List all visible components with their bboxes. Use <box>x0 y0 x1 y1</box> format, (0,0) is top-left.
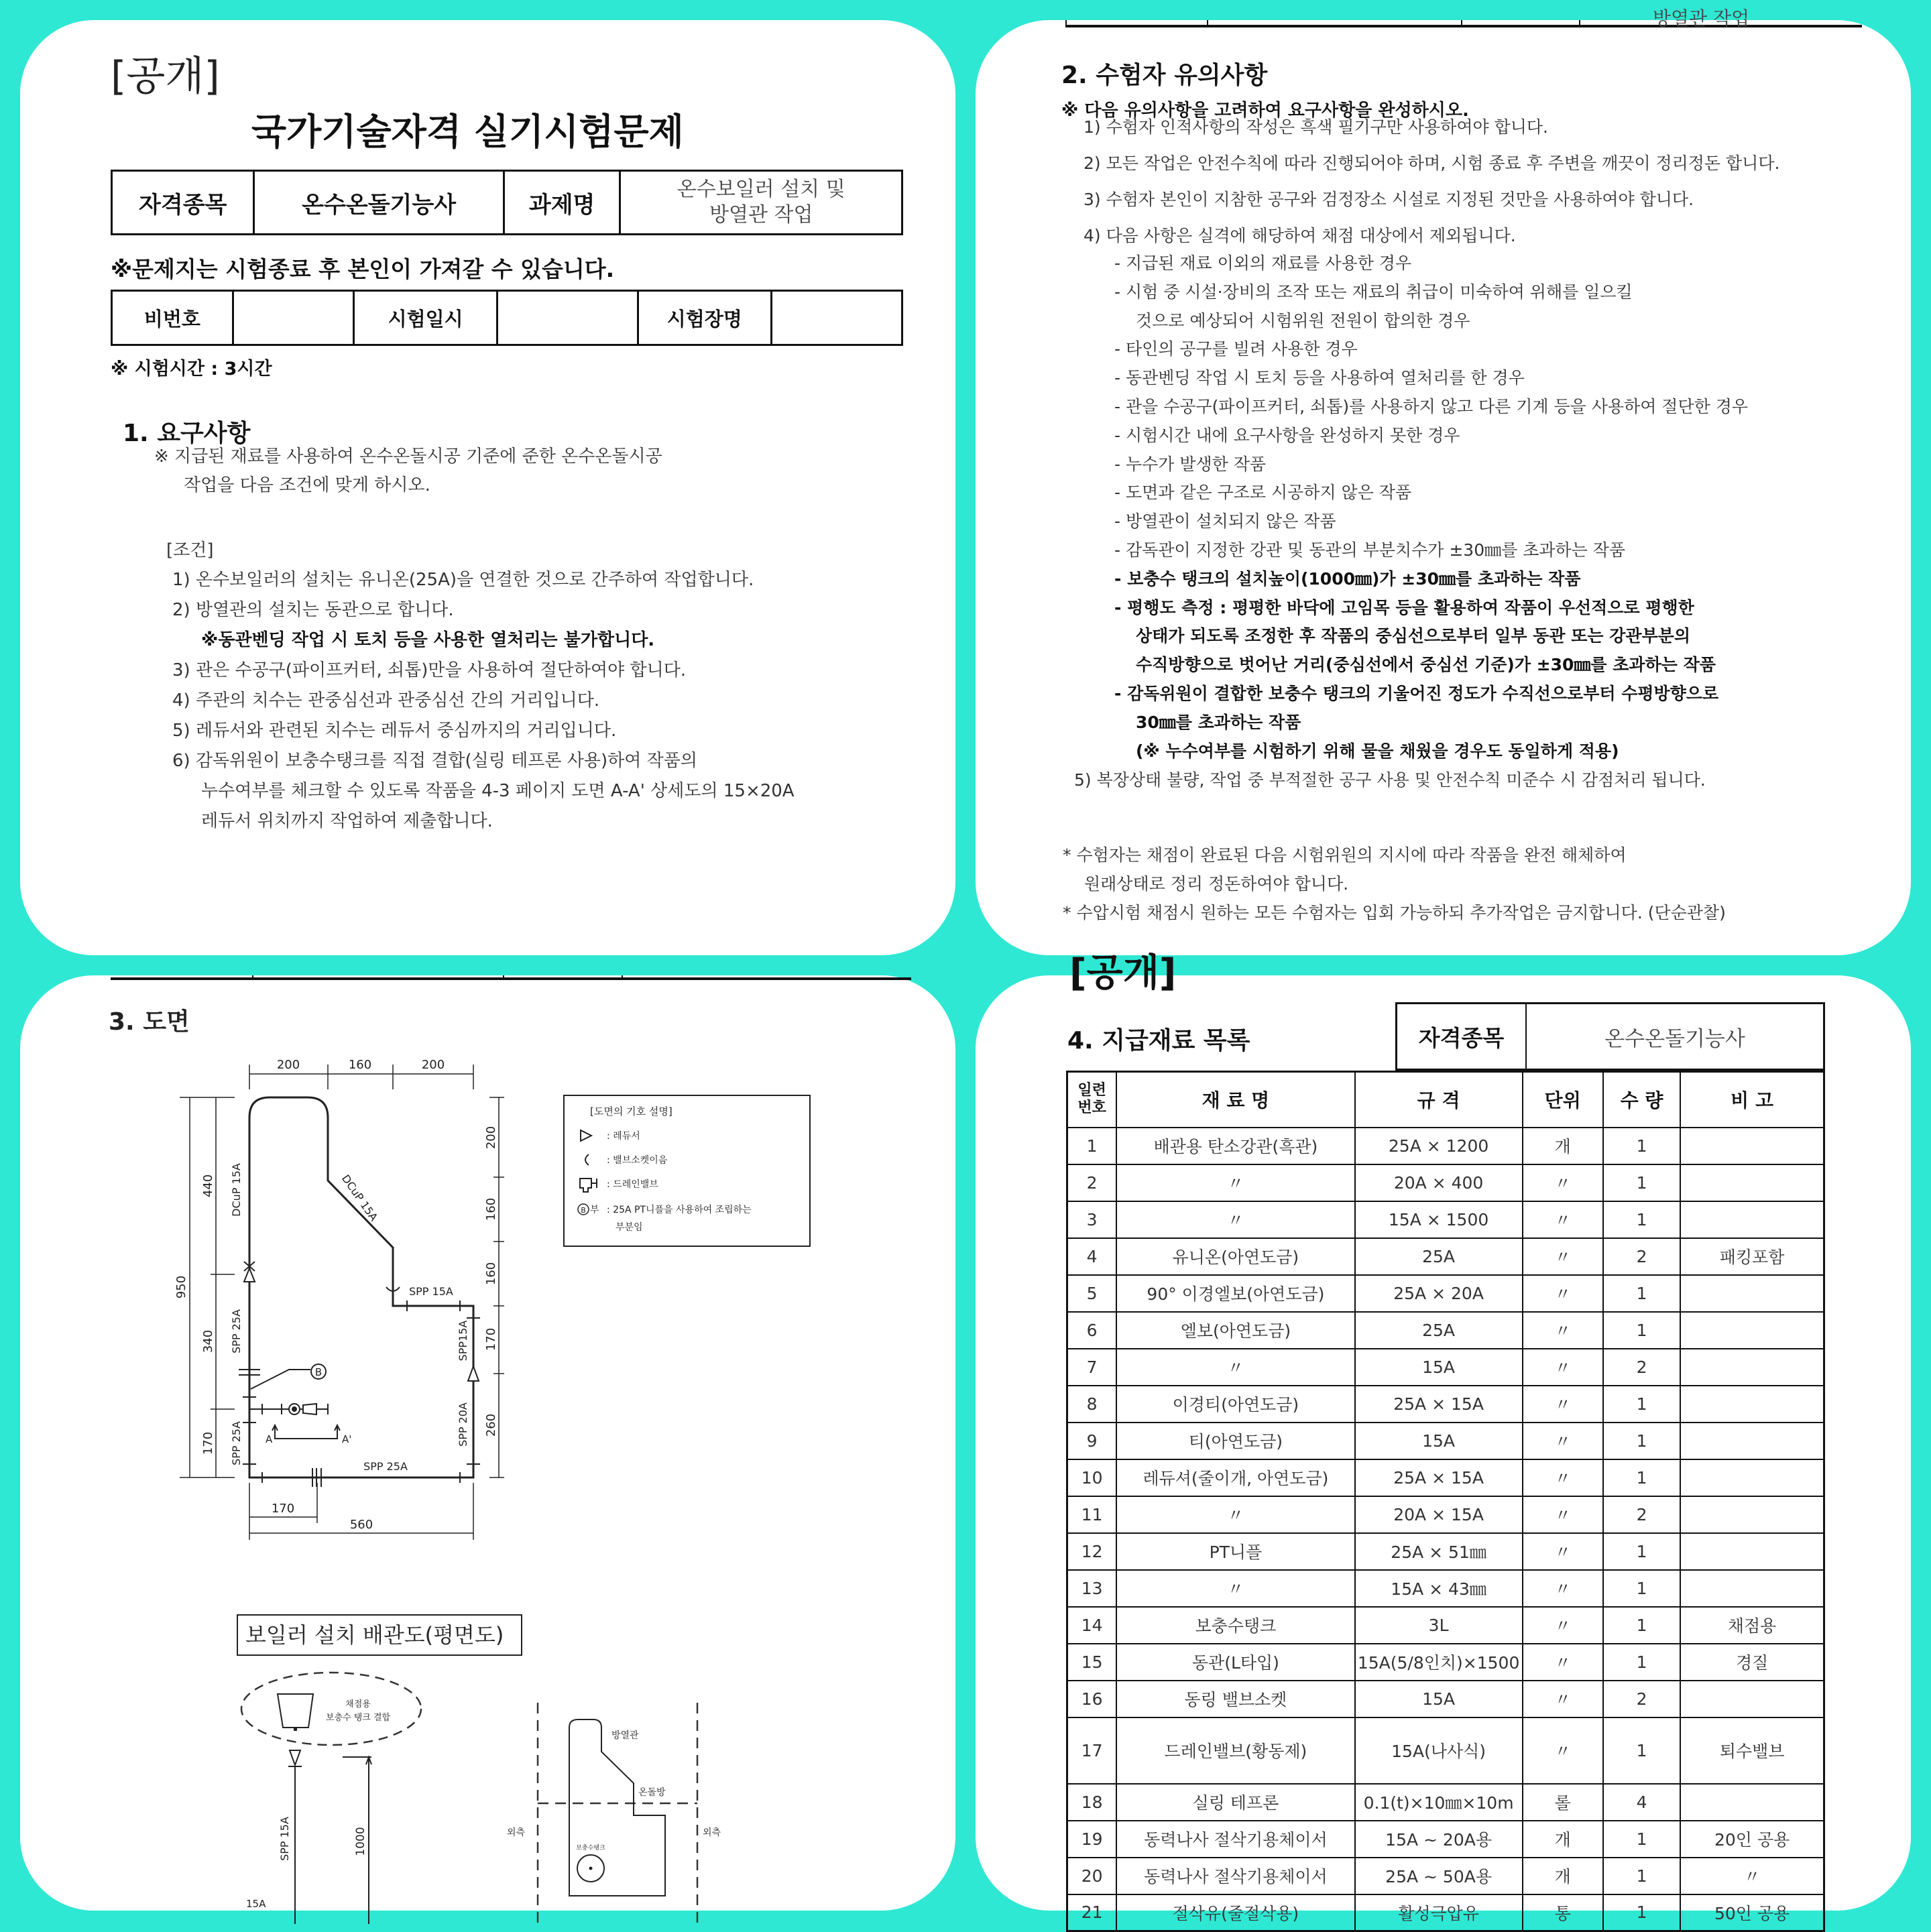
table-cell: 1 <box>1603 1386 1680 1423</box>
tank-note-1: 채점용 <box>345 1699 371 1709</box>
table-cell: 25A <box>1355 1238 1523 1275</box>
table-row <box>1067 1894 1824 1931</box>
table-cell: 2 <box>1603 1681 1680 1717</box>
dim-left-2: 340 <box>201 1329 215 1353</box>
table-cell: 개 <box>1523 1821 1603 1858</box>
disqualification-line: - 방열관이 설치되지 않은 작품 <box>1114 511 1336 532</box>
table-cell: 25A × 15A <box>1355 1459 1523 1496</box>
makeup-tank-icon <box>278 1694 313 1728</box>
legend-title: [도면의 기호 설명] <box>590 1105 672 1118</box>
table-cell: 6 <box>1067 1312 1117 1349</box>
table-cell: 15A × 43㎜ <box>1355 1570 1523 1607</box>
column-header: 비 고 <box>1680 1072 1824 1128</box>
table-cell: 20A × 400 <box>1355 1164 1523 1201</box>
drawing-page <box>20 975 955 1911</box>
table-cell: 1 <box>1603 1128 1680 1164</box>
fitting-ticks <box>239 1301 480 1487</box>
table-cell: 동관(L타입) <box>1116 1644 1354 1681</box>
disqualification-line: - 평행도 측정 : 평평한 바닥에 고임목 등을 활용하여 작품이 우선적으로 평행한 <box>1114 597 1694 617</box>
reducer-icon <box>468 1366 479 1381</box>
table-cell: 1 <box>1603 1607 1680 1644</box>
table-cell: 〃 <box>1523 1533 1603 1570</box>
column-header: 일련 번호 <box>1067 1072 1117 1128</box>
disqualification-line: 30㎜를 초과하는 작품 <box>1136 712 1301 732</box>
candidate-notes-page <box>976 7 1911 955</box>
pipe-label-dcup-diagonal: DCuP 15A <box>339 1172 381 1223</box>
table-cell: 25A ~ 50A용 <box>1355 1858 1523 1894</box>
tank-center <box>589 1867 593 1870</box>
table-edge-divider <box>1579 20 1580 25</box>
table-cell: 레듀셔(줄이개, 아연도금) <box>1116 1459 1354 1496</box>
disqualification-line: - 도면과 같은 구조로 시공하지 않은 작품 <box>1114 483 1412 503</box>
take-home-note: ※문제지는 시험종료 후 본인이 가져갈 수 있습니다. <box>111 256 615 282</box>
intro-line: ※ 지급된 재료를 사용하여 온수온돌시공 기준에 준한 온수온돌시공 <box>154 446 662 467</box>
section-title-requirements: 1. 요구사항 <box>123 420 251 447</box>
table-row <box>1067 1312 1824 1349</box>
qualification-label: 자격종목 <box>1397 1004 1527 1070</box>
table-cell: 15A <box>1355 1423 1523 1459</box>
table-cell: 2 <box>1603 1496 1680 1533</box>
table-cell <box>1680 1423 1824 1459</box>
column-header: 수 량 <box>1603 1072 1680 1128</box>
condition-line: 5) 레듀서와 관련된 치수는 레듀서 중심까지의 거리입니다. <box>172 721 617 741</box>
table-edge-divider <box>1207 20 1208 25</box>
table-row <box>1067 1128 1824 1164</box>
table-cell <box>1680 1496 1824 1533</box>
requirements-intro <box>154 442 662 500</box>
condition-line: 2) 방열관의 설치는 동관으로 합니다. <box>172 600 454 620</box>
pipe-label-spp15-right: SPP15A <box>457 1320 469 1362</box>
table-cell: 〃 <box>1116 1164 1354 1201</box>
qualification-value: 온수온돌기능사 <box>1604 1026 1745 1051</box>
table-row <box>1067 1858 1824 1894</box>
table-row <box>1067 1607 1824 1644</box>
table-cell: 25A × 51㎜ <box>1355 1533 1523 1570</box>
piping-drawing <box>20 975 955 1911</box>
table-cell: 실링 테프론 <box>1116 1784 1354 1821</box>
table-row <box>1067 1644 1824 1681</box>
table-cell: 1 <box>1603 1894 1680 1931</box>
table-cell <box>1680 1128 1824 1164</box>
plan-label-radiator: 방열관 <box>611 1730 639 1741</box>
materials-table <box>1066 1071 1825 1932</box>
table-row <box>1067 1423 1824 1459</box>
table-cell: 〃 <box>1523 1275 1603 1312</box>
dim-left-3: 170 <box>201 1431 215 1455</box>
exam-site-field[interactable] <box>771 291 902 345</box>
task-label: 과제명 <box>504 171 620 235</box>
condition-line: ※동관벤딩 작업 시 토치 등을 사용한 열처리는 불가합니다. <box>201 630 655 650</box>
table-cell: 1 <box>1603 1717 1680 1784</box>
secret-number-field[interactable] <box>233 291 354 345</box>
table-cell: 1 <box>1603 1533 1680 1570</box>
conditions-list <box>172 565 795 837</box>
section-a-prime-label: A' <box>342 1433 352 1445</box>
exam-date-label: 시험일시 <box>354 291 498 345</box>
previous-table-edge <box>111 975 911 979</box>
footnote-line: * 수험자는 채점이 완료된 다음 시험위원의 지시에 따라 작품을 완전 해체하여 <box>1063 845 1627 865</box>
table-cell: 25A × 20A <box>1355 1275 1523 1312</box>
note-item: 2) 모든 작업은 안전수칙에 따라 진행되어야 하며, 시험 종료 후 주변을 깨끗이 정리정돈 합니다. <box>1084 154 1780 173</box>
table-cell: 3L <box>1355 1607 1523 1644</box>
pipe-label-spp25-lower: SPP 25A <box>230 1421 243 1465</box>
table-row <box>1067 1570 1824 1607</box>
table-cell: 11 <box>1067 1496 1117 1533</box>
table-row <box>1067 1238 1824 1275</box>
disqualification-line: - 시험 중 시설·장비의 조작 또는 재료의 취급이 미숙하여 위해를 일으킬 <box>1114 282 1633 302</box>
table-cell: 동력나사 절삭기용체이서 <box>1116 1821 1354 1858</box>
table-cell: 이경티(아연도금) <box>1116 1386 1354 1423</box>
table-cell: 절삭유(줄절삭용) <box>1116 1894 1354 1931</box>
materials-page <box>976 951 1911 1923</box>
table-cell: 5 <box>1067 1275 1117 1312</box>
table-cell: 〃 <box>1523 1644 1603 1681</box>
table-cell: 1 <box>1603 1275 1680 1312</box>
table-cell: 15A(나사식) <box>1355 1717 1523 1784</box>
table-cell: 엘보(아연도금) <box>1116 1312 1354 1349</box>
table-cell: 1 <box>1603 1570 1680 1607</box>
exam-date-field[interactable] <box>497 291 638 345</box>
table-cell: 〃 <box>1523 1607 1603 1644</box>
plan-label-outside-right: 외측 <box>703 1827 721 1838</box>
table-cell: 21 <box>1067 1894 1117 1931</box>
table-cell: 채점용 <box>1680 1607 1824 1644</box>
conditions-label: [조건] <box>166 540 214 560</box>
table-cell: 20인 공용 <box>1680 1821 1824 1858</box>
table-cell: 20A × 15A <box>1355 1496 1523 1533</box>
table-cell: 0.1(t)×10㎜×10m <box>1355 1784 1523 1821</box>
b-leader-line <box>251 1370 310 1389</box>
table-row <box>1067 1681 1824 1717</box>
table-cell: 15A ~ 20A용 <box>1355 1821 1523 1858</box>
table-row <box>1067 1164 1824 1201</box>
table-cell: 동링 밸브소켓 <box>1116 1681 1354 1717</box>
table-cell <box>1680 1570 1824 1607</box>
table-cell: 7 <box>1067 1349 1117 1386</box>
b-marker-label: B <box>314 1366 323 1378</box>
table-cell: 동력나사 절삭기용체이서 <box>1116 1858 1354 1894</box>
section-a-label: A <box>266 1433 273 1445</box>
legend-b-prefix: 부 <box>590 1205 599 1215</box>
table-cell: 배관용 탄소강관(흑관) <box>1116 1128 1354 1164</box>
exam-time: ※ 시험시간 : 3시간 <box>111 359 272 379</box>
table-cell: 1 <box>1067 1128 1117 1164</box>
table-cell: 2 <box>1603 1238 1680 1275</box>
table-cell: 〃 <box>1523 1349 1603 1386</box>
notes-instruction: ※ 다음 유의사항을 고려하여 요구사항을 완성하시오. <box>1061 101 1469 121</box>
dimension-lines <box>180 1065 504 1540</box>
pipe-label-spp25-bottom: SPP 25A <box>363 1460 408 1473</box>
table-cell: 4 <box>1067 1238 1117 1275</box>
table-row <box>1067 1533 1824 1570</box>
table-cell: 13 <box>1067 1570 1117 1607</box>
disqualification-line: - 지급된 재료 이외의 재료를 사용한 경우 <box>1114 253 1412 273</box>
note-item: 4) 다음 사항은 실격에 해당하여 채점 대상에서 제외됩니다. <box>1084 226 1516 245</box>
table-cell: 50인 공용 <box>1680 1894 1824 1931</box>
table-row <box>1067 1784 1824 1821</box>
table-cell: 1 <box>1603 1858 1680 1894</box>
table-cell: 〃 <box>1523 1312 1603 1349</box>
dim-right-2: 160 <box>484 1197 498 1221</box>
table-cell: 18 <box>1067 1784 1117 1821</box>
pipe-label-dcup-left: DCuP 15A <box>230 1163 243 1217</box>
table-cell: 8 <box>1067 1386 1117 1423</box>
pipe-label-spp20-right: SPP 20A <box>457 1402 469 1447</box>
table-header-row <box>1067 1072 1824 1128</box>
qualification-value: 온수온돌기능사 <box>254 171 504 235</box>
note-item: 3) 수험자 본인이 지참한 공구와 검정장소 시설로 지정된 것만을 사용하여야 합니다. <box>1084 190 1694 209</box>
dim-top-1: 200 <box>276 1058 300 1072</box>
plan-label-spp15: SPP 15A <box>278 1817 291 1861</box>
table-cell: 9 <box>1067 1423 1117 1459</box>
table-cell: 15A × 1500 <box>1355 1201 1523 1238</box>
table-cell: 패킹포함 <box>1680 1238 1824 1275</box>
table-cell <box>1680 1164 1824 1201</box>
table-edge-divider <box>1461 20 1462 25</box>
table-cell: 티(아연도금) <box>1116 1423 1354 1459</box>
table-cell: 개 <box>1523 1858 1603 1894</box>
reducer-icon <box>290 1750 300 1765</box>
drain-valve-branch <box>249 1404 328 1414</box>
table-cell <box>1680 1533 1824 1570</box>
table-cell: 25A <box>1355 1312 1523 1349</box>
table-cell: 17 <box>1067 1717 1117 1784</box>
table-cell: 경질 <box>1680 1644 1824 1681</box>
table-cell <box>1680 1201 1824 1238</box>
table-cell: 롤 <box>1523 1784 1603 1821</box>
disqualification-line: - 감독관이 지정한 강관 및 동관의 부분치수가 ±30㎜를 초과하는 작품 <box>1114 540 1626 560</box>
table-cell: PT니플 <box>1116 1533 1354 1570</box>
table-cell: 16 <box>1067 1681 1117 1717</box>
dim-left-1: 440 <box>201 1174 215 1198</box>
table-cell: 〃 <box>1523 1238 1603 1275</box>
page-title: 국가기술자격 실기시험문제 <box>251 111 684 153</box>
table-cell: 퇴수밸브 <box>1680 1717 1824 1784</box>
section-title-drawing: 3. 도면 <box>109 1008 190 1036</box>
legend-reducer: : 레듀서 <box>607 1131 640 1142</box>
plan-pipe-route <box>569 1719 665 1896</box>
disqualification-line: 수직방향으로 벗어난 거리(중심선에서 중심선 기준)가 ±30㎜를 초과하는 작품 <box>1136 655 1716 675</box>
note-item: 1) 수험자 인적사항의 작성은 흑색 필기구만 사용하여야 합니다. <box>1084 117 1548 137</box>
table-cell: 12 <box>1067 1533 1117 1570</box>
legend-valve-socket: : 밸브소켓이음 <box>607 1155 668 1166</box>
exam-site-label: 시험장명 <box>638 291 771 345</box>
disqualification-line: - 동관벤딩 작업 시 토치 등을 사용하여 열처리를 한 경우 <box>1114 368 1525 388</box>
column-header: 규 격 <box>1355 1072 1523 1128</box>
plan-label-makeup-tank: 보충수탱크 <box>576 1845 605 1852</box>
table-cell: 19 <box>1067 1821 1117 1858</box>
table-cell <box>1680 1386 1824 1423</box>
legend-box <box>564 1095 810 1246</box>
qualification-label: 자격종목 <box>112 171 254 235</box>
valve-socket-icon <box>386 1287 400 1295</box>
section-title-materials: 4. 지급재료 목록 <box>1067 1027 1250 1054</box>
materials-header-box <box>1395 1002 1825 1071</box>
dim-right-5: 260 <box>484 1413 498 1437</box>
cut-off-public-label: [공개] <box>1069 951 1177 995</box>
table-cell: 〃 <box>1523 1681 1603 1717</box>
public-label: [공개] <box>111 53 220 100</box>
table-cell: 90° 이경엘보(아연도금) <box>1116 1275 1354 1312</box>
table-cell: 1 <box>1603 1644 1680 1681</box>
table-cell: 통 <box>1523 1894 1603 1931</box>
plan-label-outside-left: 외측 <box>507 1827 526 1838</box>
dim-bottom-short: 170 <box>271 1502 295 1516</box>
condition-line: 4) 주관의 치수는 관중심선과 관중심선 간의 거리입니다. <box>172 690 600 711</box>
table-row <box>1067 1275 1824 1312</box>
table-row <box>1067 1821 1824 1858</box>
column-header: 단위 <box>1523 1072 1603 1128</box>
table-cell: 2 <box>1067 1164 1117 1201</box>
table-cell: 〃 <box>1523 1201 1603 1238</box>
table-cell: 〃 <box>1523 1386 1603 1423</box>
pipe-label-spp15-top: SPP 15A <box>409 1285 453 1298</box>
legend-drain-valve: : 드레인밸브 <box>607 1179 658 1190</box>
exam-cover-page <box>20 20 955 955</box>
table-edge-divider <box>1065 20 1067 25</box>
legend-b-letter: B <box>581 1206 586 1215</box>
table-cell: 15A(5/8인치)×1500 <box>1355 1644 1523 1681</box>
dim-top-2: 160 <box>348 1058 372 1072</box>
disqualification-line: - 관을 수공구(파이프커터, 쇠톱)를 사용하지 않고 다른 기계 등을 사용하여 절단한 경우 <box>1114 396 1748 416</box>
plan-label-height: 1000 <box>354 1827 367 1856</box>
dim-right-1: 200 <box>484 1126 498 1150</box>
table-row <box>1067 1717 1824 1784</box>
notes-list <box>1084 109 1779 254</box>
table-cell: 〃 <box>1116 1349 1354 1386</box>
condition-line: 레듀서 위치까지 작업하여 제출합니다. <box>201 811 493 831</box>
tank-outlet <box>294 1728 297 1731</box>
disqualification-line: (※ 누수여부를 시험하기 위해 물을 채웠을 경우도 동일하게 적용) <box>1136 741 1619 761</box>
dim-left-total: 950 <box>174 1275 188 1299</box>
table-cell <box>1680 1312 1824 1349</box>
plan-label-15a: 15A <box>246 1898 266 1910</box>
table-cell: 유니온(아연도금) <box>1116 1238 1354 1275</box>
disqualification-line: - 시험시간 내에 요구사항을 완성하지 못한 경우 <box>1114 425 1460 445</box>
footnotes <box>1063 841 1726 927</box>
table-row <box>1067 1496 1824 1533</box>
table-row <box>1067 1386 1824 1423</box>
table-cell: 20 <box>1067 1858 1117 1894</box>
table-cell: 드레인밸브(황동제) <box>1116 1717 1354 1784</box>
footnote-line: 원래상태로 정리 정돈하여야 합니다. <box>1084 874 1349 894</box>
table-row <box>1067 1201 1824 1238</box>
secret-number-label: 비번호 <box>112 291 233 345</box>
table-cell: 〃 <box>1523 1717 1603 1784</box>
disqualification-line: 상태가 되도록 조정한 후 작품의 중심선으로부터 일부 동관 또는 강관부분의 <box>1136 626 1690 646</box>
table-cell: 〃 <box>1116 1496 1354 1533</box>
table-cell: 3 <box>1067 1201 1117 1238</box>
table-cell: 〃 <box>1680 1858 1824 1894</box>
disqualification-list <box>1114 249 1748 766</box>
intro-line: 작업을 다음 조건에 맞게 하시오. <box>184 475 430 495</box>
column-header: 재 료 명 <box>1116 1072 1354 1128</box>
tank-joint-outline <box>241 1673 421 1745</box>
table-cell: 〃 <box>1523 1164 1603 1201</box>
table-cell: 1 <box>1603 1821 1680 1858</box>
table-cell <box>1680 1681 1824 1717</box>
table-cell: 1 <box>1603 1459 1680 1496</box>
tank-note-2: 보충수 탱크 결합 <box>325 1713 391 1723</box>
disqualification-line: - 누수가 발생한 작품 <box>1114 454 1267 474</box>
table-cell: 10 <box>1067 1459 1117 1496</box>
legend-b-part-2: 부분임 <box>616 1222 643 1233</box>
table-row <box>1067 1459 1824 1496</box>
plan-label-ondol: 온돌방 <box>638 1787 666 1798</box>
table-cell: 25A × 1200 <box>1355 1128 1523 1164</box>
table-cell: 15 <box>1067 1644 1117 1681</box>
table-cell: 15A <box>1355 1681 1523 1717</box>
table-cell: 15A <box>1355 1349 1523 1386</box>
table-cell: 활성극압유 <box>1355 1894 1523 1931</box>
disqualification-line: 것으로 예상되어 시험위원 전원이 합의한 경우 <box>1136 310 1470 330</box>
table-cell: 1 <box>1603 1164 1680 1201</box>
table-cell: 25A × 15A <box>1355 1386 1523 1423</box>
table-cell: 4 <box>1603 1784 1680 1821</box>
candidate-info-table <box>111 290 903 346</box>
disqualification-line: - 감독위원이 결합한 보충수 탱크의 기울어진 정도가 수직선으로부터 수평방향으로 <box>1114 683 1719 703</box>
condition-line: 6) 감독위원이 보충수탱크를 직접 결합(실링 테프론 사용)하여 작품의 <box>172 751 697 771</box>
table-cell: 1 <box>1603 1423 1680 1459</box>
condition-line: 3) 관은 수공구(파이프커터, 쇠톱)만을 사용하여 절단하여야 합니다. <box>172 660 687 680</box>
table-cell: 〃 <box>1523 1459 1603 1496</box>
table-cell: 개 <box>1523 1128 1603 1164</box>
disqualification-line: - 보충수 탱크의 설치높이(1000㎜)가 ±30㎜를 초과하는 작품 <box>1114 568 1581 589</box>
table-cell <box>1680 1275 1824 1312</box>
dim-bottom-total: 560 <box>349 1518 373 1532</box>
table-cell: 2 <box>1603 1349 1680 1386</box>
disqualification-line: - 타인의 공구를 빌려 사용한 경우 <box>1114 339 1358 359</box>
table-row <box>1067 1349 1824 1386</box>
pipe-label-spp25-left: SPP 25A <box>230 1309 243 1353</box>
task-value-line1: 온수보일러 설치 및 <box>677 178 845 201</box>
note-item-5: 5) 복장상태 불량, 작업 중 부적절한 공구 사용 및 안전수칙 미준수 시 감점처리 됩니다. <box>1074 770 1706 790</box>
dim-top-3: 200 <box>421 1058 445 1072</box>
condition-line: 누수여부를 체크할 수 있도록 작품을 4-3 페이지 도면 A-A' 상세도의 15×20A <box>201 781 795 801</box>
table-cell <box>1680 1784 1824 1821</box>
footnote-line: * 수압시험 채점시 원하는 모든 수험자는 입회 가능하되 추가작업은 금지합니다. (단순관찰) <box>1063 903 1726 922</box>
cut-off-text: 방열관 작업 <box>1653 7 1750 29</box>
task-value <box>620 171 902 235</box>
table-cell <box>1680 1349 1824 1386</box>
table-cell: 1 <box>1603 1312 1680 1349</box>
table-cell: 〃 <box>1523 1570 1603 1607</box>
condition-line: 1) 온수보일러의 설치는 유니온(25A)을 연결한 것으로 간주하여 작업합니다. <box>172 570 754 590</box>
section-title-notes: 2. 수험자 유의사항 <box>1061 62 1268 89</box>
table-cell: 〃 <box>1116 1570 1354 1607</box>
table-cell: 〃 <box>1523 1423 1603 1459</box>
table-cell <box>1680 1459 1824 1496</box>
table-cell: 〃 <box>1116 1201 1354 1238</box>
plan-title: 보일러 설치 배관도(평면도) <box>245 1622 504 1648</box>
legend-b-part: : 25A PT니플을 사용하여 조립하는 <box>607 1205 752 1215</box>
task-value-line2: 방열관 작업 <box>709 203 813 227</box>
dim-right-3: 160 <box>484 1262 498 1286</box>
table-cell: 보충수탱크 <box>1116 1607 1354 1644</box>
table-cell: 〃 <box>1523 1496 1603 1533</box>
dim-right-4: 170 <box>484 1327 498 1351</box>
table-cell: 14 <box>1067 1607 1117 1644</box>
section-a-marker <box>272 1425 340 1439</box>
table-cell: 1 <box>1603 1201 1680 1238</box>
qualification-table <box>111 170 903 235</box>
